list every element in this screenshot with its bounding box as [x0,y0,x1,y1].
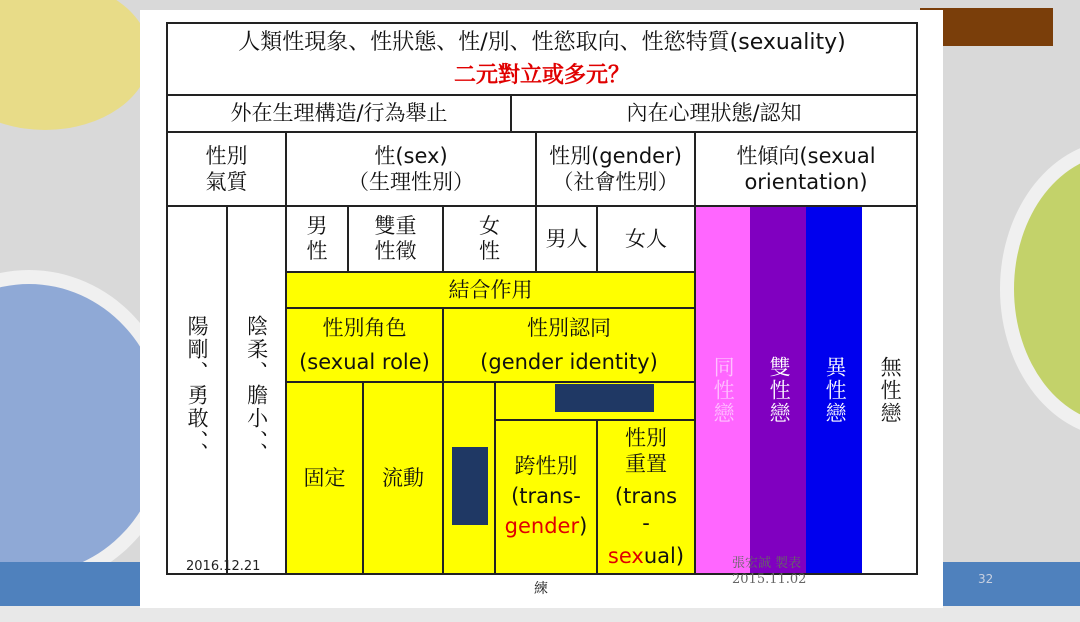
male-sex-cell: 男 性 [306,213,328,263]
internal-header: 內在心理狀態/認知 [626,101,802,126]
combine-label: 結合作用 [448,277,533,302]
woman-cell: 女人 [625,226,667,251]
temperament-header: 性別 氣質 [205,143,248,194]
bisexual-label: 雙性戀 [767,355,792,425]
role-navy-block [452,447,488,525]
sexual-role-cell: 性別角色 (sexual role) [299,315,430,374]
intersex-cell: 雙重 性徵 [374,213,417,263]
feminine-traits: 陰柔、膽小、、 [244,314,269,466]
sex-header: 性(sex) （生理性別） [348,143,474,194]
gender-identity-cell: 性別認同 (gender identity) [480,315,658,374]
date-right: 2015.11.02 [732,572,807,587]
fixed-role-cell: 固定 [303,465,346,490]
asexual-label: 無性戀 [878,355,903,425]
author-credit: 張宏誠 製表 [732,556,802,571]
title-line2: 二元對立或多元？ [453,63,630,89]
heterosexual-label: 異性戀 [823,355,848,425]
title-line1: 人類性現象、性狀態、性/別、性慾取向、性慾特質(sexuality) [238,30,846,56]
bg-yellow-circle [0,0,150,130]
homosexual-label: 同性戀 [711,355,736,425]
slide [140,10,943,608]
identity-navy-block [555,384,654,412]
bg-bottom-strip [0,606,1080,622]
fluid-role-cell: 流動 [382,465,424,490]
bg-green-circle [1000,140,1080,438]
female-sex-cell: 女 性 [479,213,500,263]
transgender-cell: 跨性別 (trans- gender ) [504,453,588,538]
orientation-header: 性傾向(sexual orientation) [736,143,876,194]
date-left: 2016.12.21 [186,559,261,574]
external-header: 外在生理構造/行為舉止 [230,101,448,126]
gender-header: 性別(gender) （社會性別） [549,143,682,194]
footer-char: 練 [534,581,548,597]
page-number: 32 [978,572,994,586]
man-cell: 男人 [545,226,588,251]
masculine-traits: 陽剛、勇敢、、 [185,314,210,466]
transsexual-cell: 性別 重置 (trans - sex ual) [607,425,685,568]
